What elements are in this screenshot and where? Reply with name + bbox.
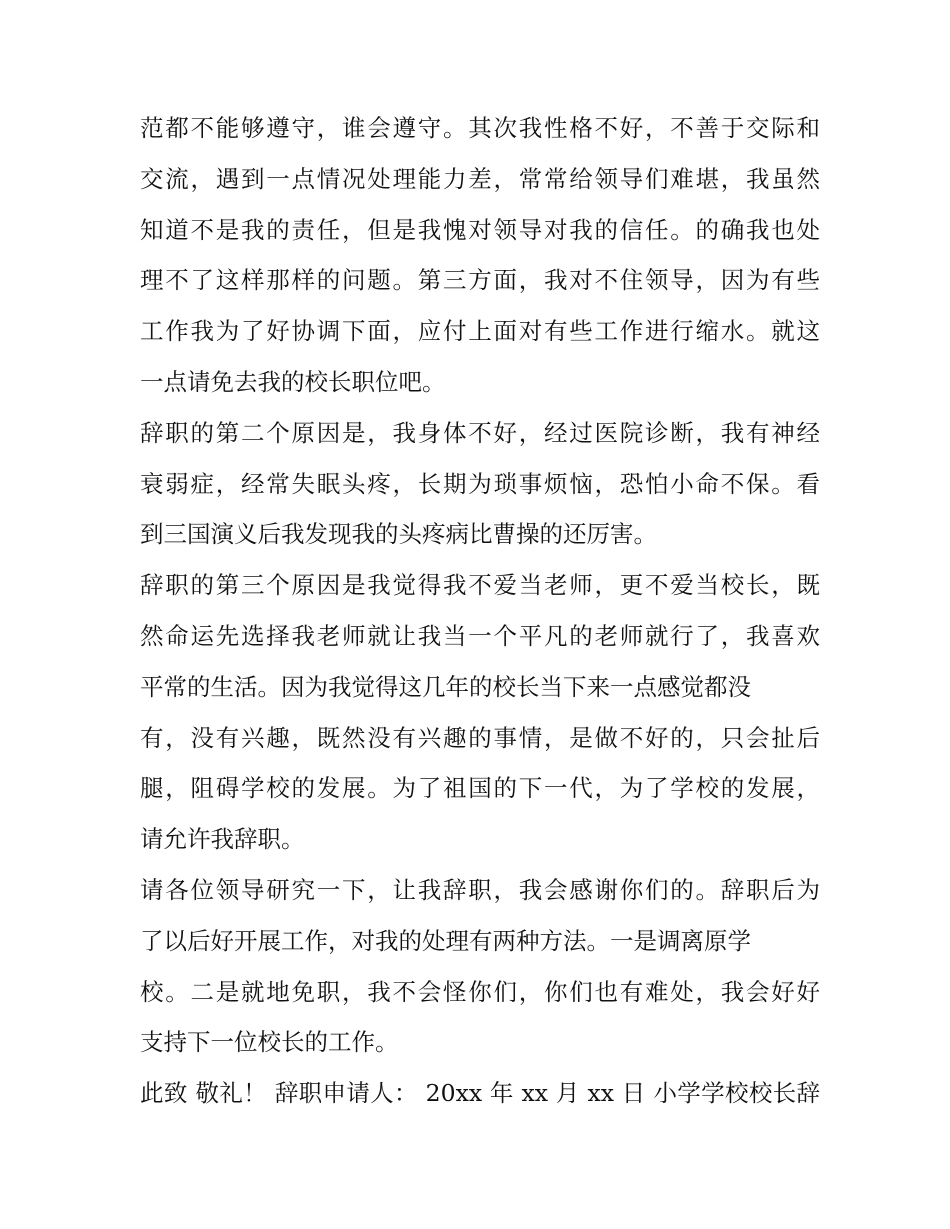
text-line: 了以后好开展工作，对我的处理有两种方法。一是调离原学 [140,926,751,955]
text-line: 此致 敬礼！ 辞职申请人： 20xx 年 xx 月 xx 日 小学学校校长辞 [140,1079,820,1108]
text-line: 请允许我辞职。 [140,825,305,854]
text-line: 知道不是我的责任，但是我愧对领导对我的信任。的确我也处 [140,215,820,244]
text-line: 校。二是就地免职，我不会怪你们，你们也有难处，我会好好 [140,977,820,1006]
text-line: 请各位领导研究一下，让我辞职，我会感谢你们的。辞职后为 [140,875,820,904]
text-line: 有，没有兴趣，既然没有兴趣的事情，是做不好的，只会扯后 [140,723,820,752]
text-line: 到三国演义后我发现我的头疼病比曹操的还厉害。 [140,520,657,549]
text-line: 然命运先选择我老师就让我当一个平凡的老师就行了，我喜欢 [140,621,820,650]
text-line: 衰弱症，经常失眠头疼，长期为琐事烦恼，恐怕小命不保。看 [140,469,820,498]
text-line: 平常的生活。因为我觉得这几年的校长当下来一点感觉都没 [140,672,751,701]
text-line: 理不了这样那样的问题。第三方面，我对不住领导，因为有些 [140,266,820,295]
document-body [140,103,820,1119]
text-line: 范都不能够遵守，谁会遵守。其次我性格不好，不善于交际和 [140,114,820,142]
text-line: 工作我为了好协调下面，应付上面对有些工作进行缩水。就这 [140,317,820,346]
text-line: 交流，遇到一点情况处理能力差，常常给领导们难堪，我虽然 [140,164,820,193]
text-line: 一点请免去我的校长职位吧。 [140,367,446,396]
text-line: 辞职的第二个原因是，我身体不好，经过医院诊断，我有神经 [140,418,820,447]
text-line: 腿，阻碍学校的发展。为了祖国的下一代，为了学校的发展， [140,774,820,803]
text-line: 辞职的第三个原因是我觉得我不爱当老师，更不爱当校长，既 [140,571,820,600]
text-line: 支持下一位校长的工作。 [140,1028,399,1057]
